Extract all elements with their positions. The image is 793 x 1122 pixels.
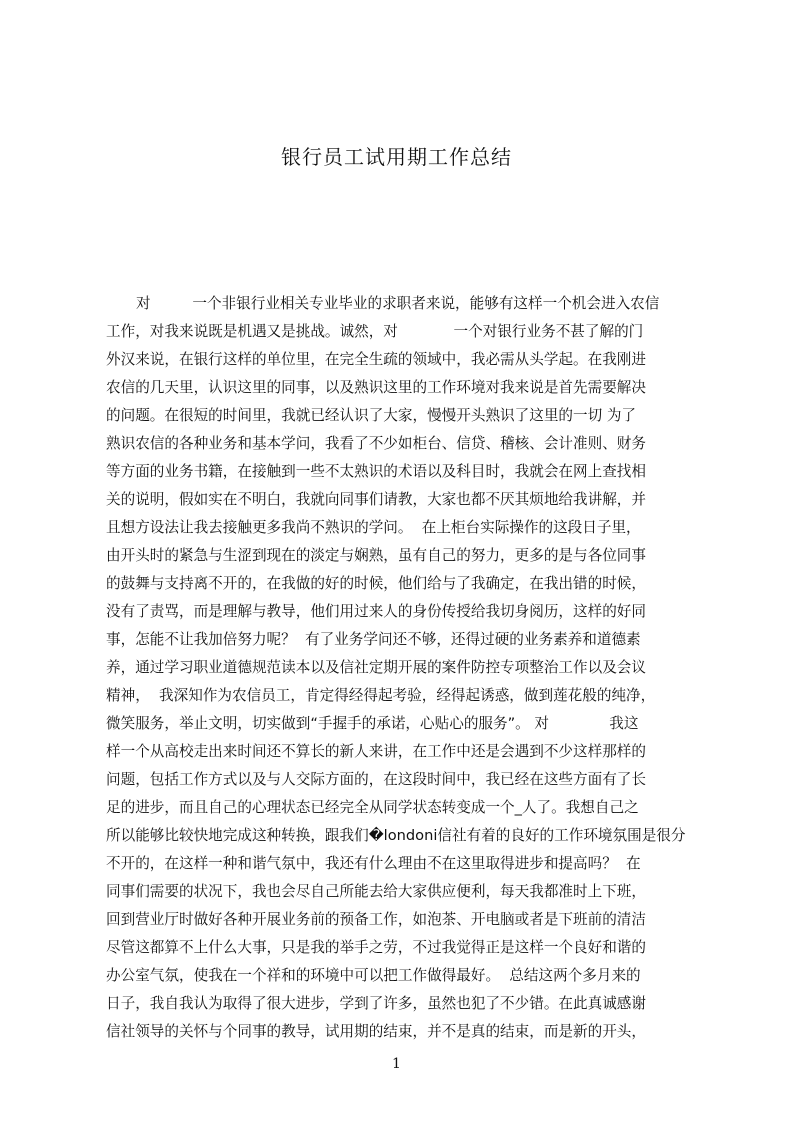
text-line: 关的说明，假如实在不明白，我就向同事们请教，大家也都不厌其烦地给我讲解，并 — [106, 491, 646, 508]
text-line: 没有了责骂，而是理解与教导，他们用过来人的身份传授给我切身阅历，这样的好同 — [106, 603, 646, 620]
text-line: 养，通过学习职业道德规范读本以及信社定期开展的案件防控专项整治工作以及会议 — [106, 659, 646, 676]
body-paragraph — [106, 290, 700, 1046]
text-line: 样一个从高校走出来时间还不算长的新人来讲，在工作中还是会遇到不少这样那样的 — [106, 743, 646, 760]
text-line: 农信的几天里，认识这里的同事，以及熟识这里的工作环境对我来说是首先需要解决 — [106, 379, 646, 396]
text-line: 对 一个非银行业相关专业毕业的求职者来说，能够有这样一个机会进入农信 — [136, 295, 660, 312]
text-line: 足的进步，而且自己的心理状态已经完全从同学状态转变成一个_人了。我想自己之 — [106, 799, 639, 816]
text-line: 不开的，在这样一种和谐气氛中，我还有什么理由不在这里取得进步和提高吗？ 在 — [106, 855, 641, 872]
text-line: 外汉来说，在银行这样的单位里，在完全生疏的领域中，我必需从头学起。在我刚进 — [106, 351, 646, 368]
text-line: 事，怎能不让我加倍努力呢？ 有了业务学问还不够，还得过硬的业务素养和道德素 — [106, 631, 641, 648]
text-line: 所以能够比较快地完成这种转换，跟我们�londoni信社有着的良好的工作环境氛围是很分 — [106, 827, 686, 844]
text-line: 的问题。在很短的时间里，我就已经认识了大家，慢慢开头熟识了这里的一切 为了 — [106, 407, 637, 424]
page-number: 1 — [392, 1056, 401, 1072]
text-line: 问题，包括工作方式以及与人交际方面的，在这段时间中，我已经在这些方面有了长 — [106, 771, 646, 788]
text-line: 等方面的业务书籍，在接触到一些不太熟识的术语以及科目时，我就会在网上查找相 — [106, 463, 646, 480]
text-line: 工作，对我来说既是机遇又是挑战。诚然，对 一个对银行业务不甚了解的门 — [106, 323, 644, 340]
text-line: 同事们需要的状况下，我也会尽自己所能去给大家供应便利，每天我都准时上下班， — [106, 883, 646, 900]
text-line: 尽管这都算不上什么大事，只是我的举手之劳，不过我觉得正是这样一个良好和谐的 — [106, 939, 646, 956]
text-line: 日子，我自我认为取得了很大进步，学到了许多，虽然也犯了不少错。在此真诚感谢 — [106, 995, 646, 1012]
text-line: 回到营业厅时做好各种开展业务前的预备工作，如泡茶、开电脑或者是下班前的清洁 — [106, 911, 646, 928]
text-line: 信社领导的关怀与个同事的教导，试用期的结束，并不是真的结束，而是新的开头， — [106, 1023, 646, 1040]
text-line: 精神， 我深知作为农信员工，肯定得经得起考验，经得起诱惑，做到莲花般的纯净， — [106, 687, 656, 704]
document-title: 银行员工试用期工作总结 — [281, 145, 512, 169]
text-line: 熟识农信的各种业务和基本学问，我看了不少如柜台、信贷、稽核、会计准则、财务 — [106, 435, 646, 452]
text-line: 由开头时的紧急与生涩到现在的淡定与娴熟，虽有自己的努力，更多的是与各位同事 — [106, 547, 646, 564]
text-line: 的鼓舞与支持离不开的，在我做的好的时候，他们给与了我确定，在我出错的时候， — [106, 575, 646, 592]
text-line: 办公室气氛，使我在一个祥和的环境中可以把工作做得最好。 总结这两个多月来的 — [106, 967, 641, 984]
text-line: 且想方设法让我去接触更多我尚不熟识的学问。 在上柜台实际操作的这段日子里， — [106, 519, 641, 536]
text-line: 微笑服务，举止文明，切实做到“手握手的承诺，心贴心的服务”。 对 我这 — [106, 715, 639, 732]
